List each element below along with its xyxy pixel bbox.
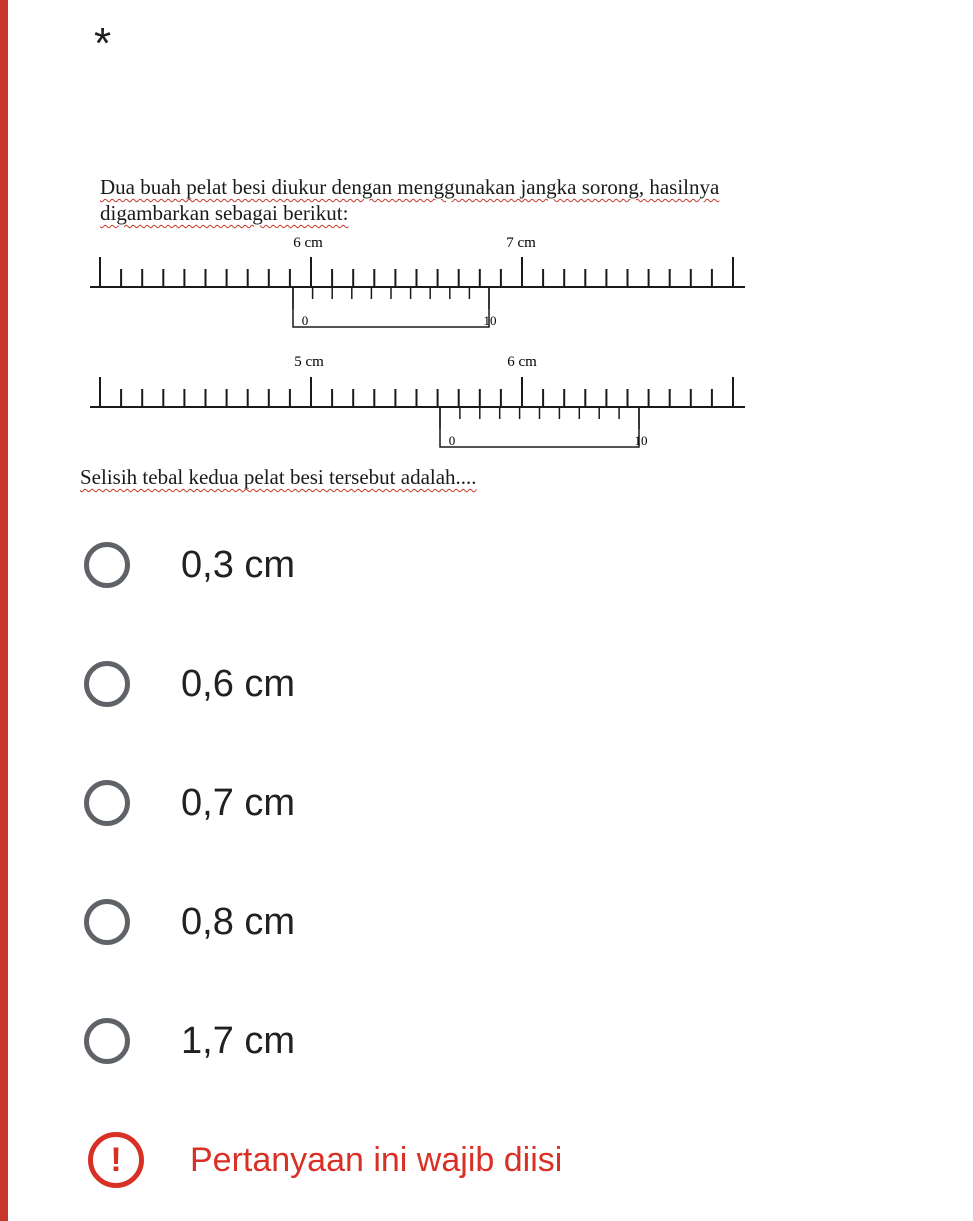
caliper-1-main-label-6cm: 6 cm — [293, 235, 323, 251]
option-2[interactable] — [84, 773, 584, 833]
caliper-1-vernier-label-0: 0 — [301, 313, 309, 328]
option-1[interactable] — [84, 654, 584, 714]
question-text-line-2: digambarkan sebagai berikut: — [100, 201, 349, 225]
option-label: 0,6 cm — [181, 662, 296, 705]
question-text-line-3: Selisih tebal kedua pelat besi tersebut adalah.... — [80, 465, 477, 489]
caliper-2-vernier-label-0: 0 — [448, 433, 456, 448]
radio-button[interactable] — [84, 780, 130, 826]
required-asterisk: * — [94, 19, 112, 68]
option-3[interactable] — [84, 892, 584, 952]
caliper-2-main-label-5cm: 5 cm — [294, 354, 324, 370]
option-label: 0,7 cm — [181, 781, 296, 824]
exclamation-icon: ! — [88, 1132, 144, 1188]
error-message: Pertanyaan ini wajib diisi — [190, 1140, 563, 1179]
caliper-2-main-label-6cm: 6 cm — [507, 354, 537, 370]
option-label: 0,3 cm — [181, 543, 296, 586]
option-4[interactable] — [84, 1011, 584, 1071]
radio-button[interactable] — [84, 899, 130, 945]
radio-button[interactable] — [84, 661, 130, 707]
question-text-line-1: Dua buah pelat besi diukur dengan menggunakan jangka sorong, hasilnya — [100, 175, 720, 199]
radio-button[interactable] — [84, 542, 130, 588]
caliper-2-vernier-label-10: 10 — [634, 433, 648, 448]
option-label: 0,8 cm — [181, 900, 296, 943]
validation-error — [88, 1132, 562, 1188]
question-image — [80, 165, 900, 495]
option-label: 1,7 cm — [181, 1019, 296, 1062]
required-question-bar — [0, 0, 8, 1221]
radio-button[interactable] — [84, 1018, 130, 1064]
caliper-1-vernier-label-10: 10 — [483, 313, 497, 328]
caliper-1-main-label-7cm: 7 cm — [506, 235, 536, 251]
caliper-1 — [90, 257, 745, 327]
option-0[interactable] — [84, 535, 584, 595]
